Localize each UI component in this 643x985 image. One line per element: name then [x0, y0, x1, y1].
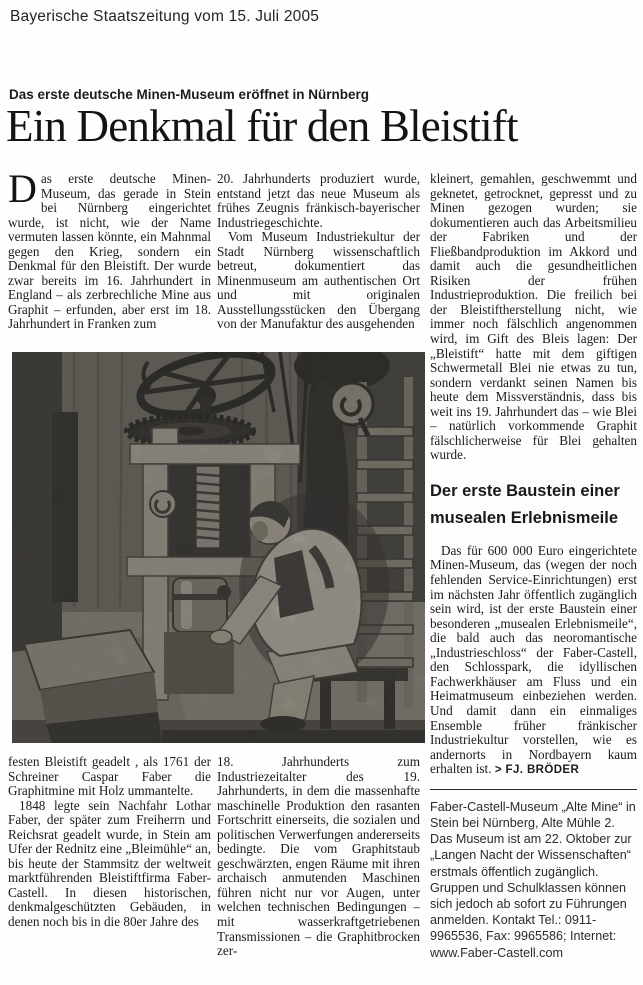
kicker: Das erste deutsche Minen-Museum eröffnet in Nürnberg [9, 87, 370, 102]
column-1-top [8, 172, 211, 349]
column-2-top [217, 172, 420, 349]
paragraph: 18. Jahrhunderts zum Industriezeitalter des 19. Jahrhunderts, in dem die massenhafte maschinelle Produktion den rasanten Fortschritt einerseits, die sozialen und politischen Verwerfungen andererseits bedingte. Die vom Graphitstaub geschwärzten, engen Räume mit ihren archaisch anmutenden Maschinen führen nicht nur vor Augen, unter welchen technischen Bedingungen – mit wasserkraftgetriebenen Transmissionen – die Graphitbrocken zer- [217, 755, 420, 959]
paragraph: kleinert, gemahlen, geschwemmt und geknetet, getrocknet, gepresst und zu Minen gezogen wurden; sie dokumentieren auch das Arbeitsmilieu der Fabriken und der Fließbandproduktion im Akkord und damit auch die gesundheitlichen Risiken der frühen Industrieproduktion. Die freilich bei der Bleistiftherstellung nicht, wie immer noch fälschlich angenommen wird, im Gift des Bleis lagen: Der „Bleistift“ hatte mit dem giftigen Schwermetall Blei nie etwas zu tun, sondern verdankt seinen Namen bis heute dem Missverständnis, dass bis weit ins 19. Jahrhundert das – wie Blei – natürlich vorkommende Graphit fälschlicherweise für Blei gehalten wurde. [430, 172, 637, 463]
paragraph: Vom Museum Industriekultur der Stadt Nürnberg wissenschaftlich betreut, dokumentiert das Minenmuseum am authentischen Ort und mit originalen Ausstellungsstücken den Übergang von der Manufaktur des ausgehenden [217, 229, 420, 332]
paragraph [430, 544, 637, 778]
byline: > FJ. BRÖDER [494, 764, 580, 777]
visitor-info-box: Faber-Castell-Museum „Alte Mine“ in Stein bei Nürnberg, Alte Mühle 2. Das Museum ist am 22. Oktober zur „Langen Nacht der Wissenschaften“ erstmals öffentlich zugänglich. Gruppen und Schulklassen können sich jedoch ab sofort zu Führungen anmelden. Kontakt Tel.: 0911-9965536, Fax: 9965586; Internet: www.Faber-Castell.com [430, 799, 636, 960]
column-2-bottom [217, 755, 420, 973]
paragraph: Das erste deutsche Minen-Museum, das gerade in Stein bei Nürnberg eingerichtet wurde, ist nicht, wie der Name vermuten lassen könnte, ein Mahnmal gegen den Krieg, sondern ein Denkmal für den Bleistift. Der wurde zwar bereits im 16. Jahrhundert in England – als zerbrechliche Mine aus Graphit – erfunden, aber erst im 18. Jahrhundert in Franken zum [8, 172, 211, 332]
headline: Ein Denkmal für den Bleistift [6, 101, 518, 151]
paragraph-text: Das für 600 000 Euro eingerichtete Minen-Museum, das (wegen der noch fehlenden Service-Einrichtungen) erst im nächsten Jahr öffentlich zugänglich sein wird, ist der erste Baustein einer besonderen „musealen Erlebnismeile“, die bald auch das neoromantische „Industrieschloss“ der Faber-Castell, den Schlosspark, die idyllischen Fachwerkhäuser am Fluss und ein Heimatmuseum einbeziehen werden. Und damit dann ein einmaliges Ensemble früher fränkischer Industriekultur vorstellen, wie es andernorts in Nordbayern kaum erhalten ist. [430, 542, 637, 777]
paragraph: festen Bleistift geadelt , als 1761 der Schreiner Caspar Faber die Graphitmine mit Holz ummantelte. [8, 755, 211, 799]
factory-press-photo [12, 352, 425, 743]
film-grain [12, 352, 425, 743]
column-1-bottom [8, 755, 211, 973]
paragraph: 20. Jahrhunderts produziert wurde, entstand jetzt das neue Museum als frühes Zeugnis fränkisch-bayerischer Industriegeschichte. [217, 172, 420, 230]
paragraph: 1848 legte sein Nachfahr Lothar Faber, der später zum Freiherrn und Reichsrat geadelt wurde, in Stein am Ufer der Rednitz eine „Bleimühle“ an, bis heute der Stammsitz der weltweit marktführenden Bleistiftfirma Faber-Castell. In diesen historischen, denkmalgeschützten Gebäuden, in denen noch bis in die 80er Jahre des [8, 797, 211, 930]
column-3 [430, 172, 637, 980]
article-photo [12, 352, 425, 743]
subhead: Der erste Baustein einer musealen Erlebnismeile [430, 481, 620, 527]
divider-rule [430, 789, 637, 790]
masthead: Bayerische Staatszeitung vom 15. Juli 2005 [10, 8, 320, 25]
